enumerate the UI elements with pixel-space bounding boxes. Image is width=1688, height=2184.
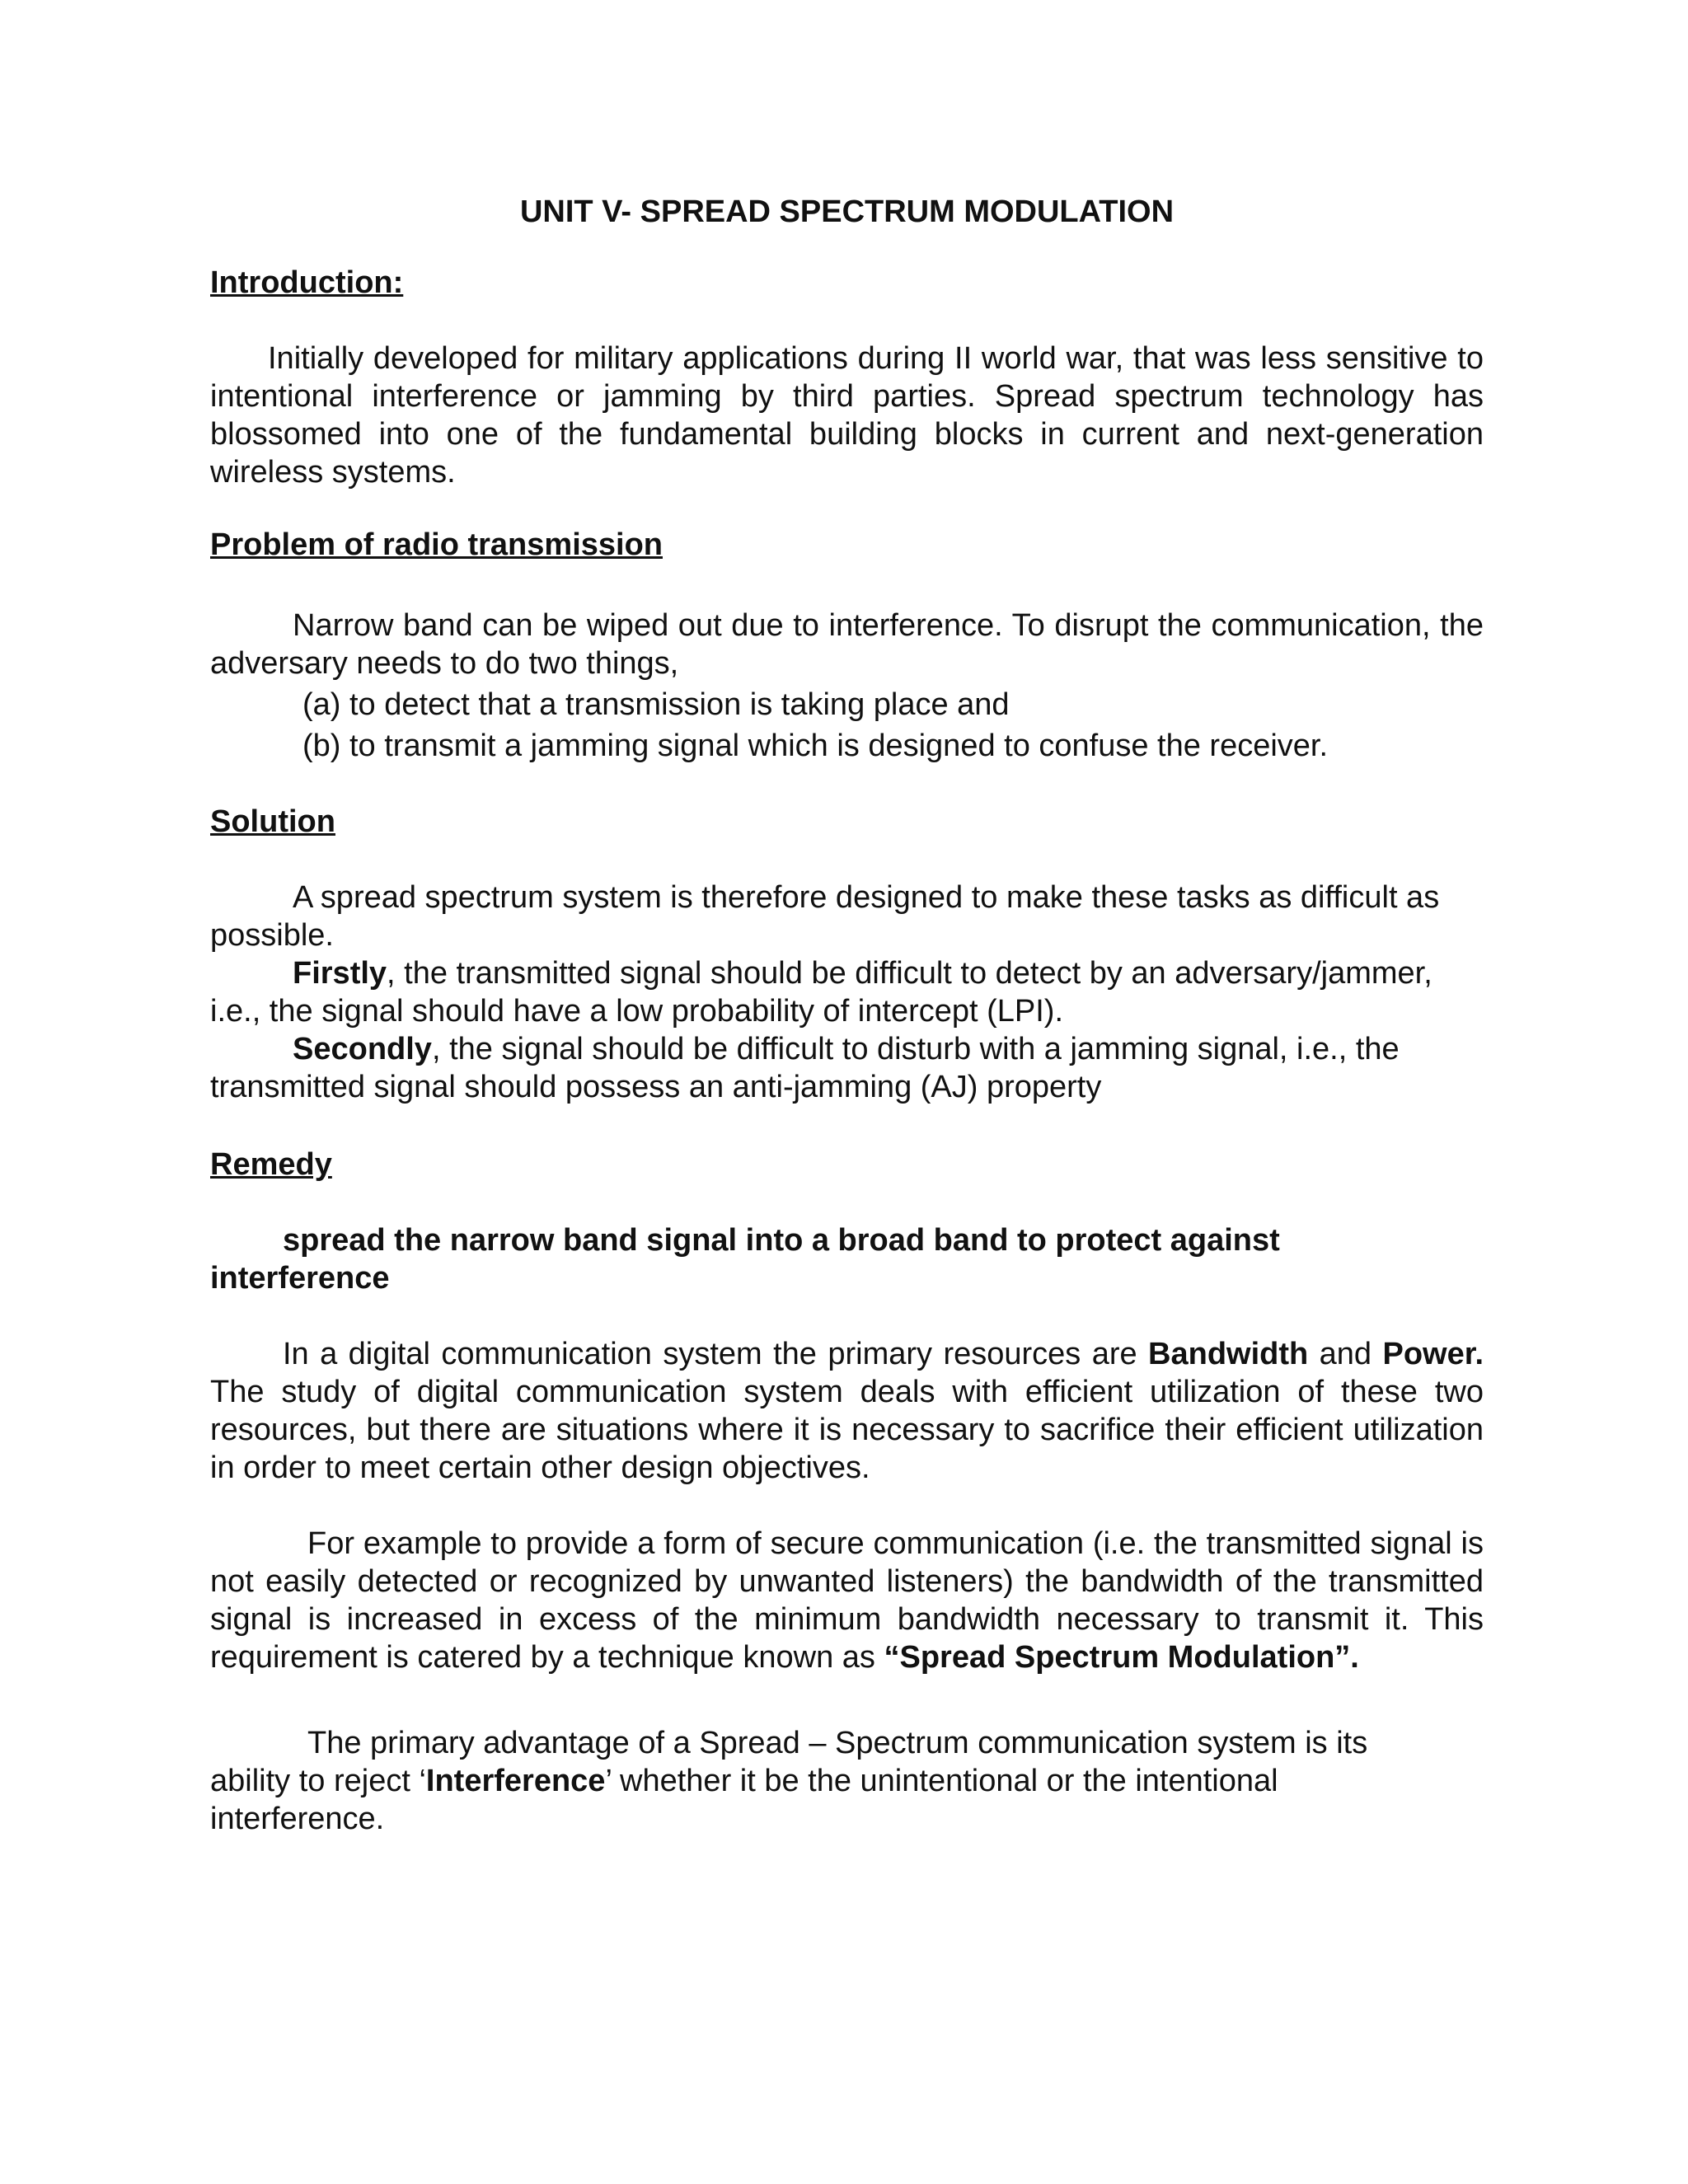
resources-paragraph — [210, 1335, 1484, 1487]
example-paragraph — [210, 1525, 1484, 1676]
resources-text-c: The study of digital communication system deals with efficient utilization of these two resources, but there are situations where it is necessary to sacrifice their efficient utilization in order to meet certain other design objectives. — [210, 1375, 1484, 1485]
solution-firstly — [210, 954, 1484, 1030]
heading-problem: Problem of radio transmission — [210, 527, 663, 562]
firstly-label: Firstly — [293, 956, 387, 991]
example-bold: “Spread Spectrum Modulation”. — [884, 1640, 1359, 1675]
resources-power: Power. — [1382, 1337, 1484, 1371]
intro-paragraph: Initially developed for military applications during II world war, that was less sensitive to intentional interference or jamming by third parties. Spread spectrum technology has blossomed into one of the fundamental building blocks in current and next-generation wireless systems. — [210, 341, 1484, 490]
heading-solution: Solution — [210, 804, 335, 839]
problem-item-b: (b) to transmit a jamming signal which is designed to confuse the receiver. — [302, 729, 1329, 763]
firstly-text: , the transmitted signal should be difficult to detect by an adversary/jammer, i.e., the signal should have a low probability of intercept (LPI). — [210, 956, 1432, 1029]
page-title: UNIT V- SPREAD SPECTRUM MODULATION — [519, 194, 1175, 229]
resources-bandwidth: Bandwidth — [1148, 1337, 1309, 1371]
example-text: For example to provide a form of secure communication (i.e. the transmitted signal is not easily detected or recognized by unwanted listeners) the bandwidth of the transmitted signal is increased in excess of the minimum bandwidth necessary to transmit it. This requirement is catered by a technique known as — [210, 1526, 1484, 1675]
problem-item-a: (a) to detect that a transmission is taking place and — [302, 687, 1010, 722]
problem-paragraph: Narrow band can be wiped out due to interference. To disrupt the communication, the adversary needs to do two things, — [210, 608, 1484, 681]
heading-remedy: Remedy — [210, 1147, 332, 1182]
solution-secondly — [210, 1030, 1484, 1106]
advantage-paragraph — [210, 1724, 1484, 1838]
secondly-label: Secondly — [293, 1032, 432, 1066]
heading-introduction: Introduction: — [210, 265, 404, 300]
solution-paragraph: A spread spectrum system is therefore designed to make these tasks as difficult as possible. — [210, 880, 1440, 953]
secondly-text: , the signal should be difficult to disturb with a jamming signal, i.e., the transmitted signal should possess an anti-jamming (AJ) property — [210, 1032, 1400, 1104]
remedy-statement: spread the narrow band signal into a broad band to protect against interference — [210, 1223, 1280, 1296]
resources-text-b: and — [1308, 1337, 1383, 1371]
advantage-bold: Interference — [425, 1764, 606, 1798]
resources-text-a: In a digital communication system the primary resources are — [283, 1337, 1149, 1371]
advantage-text-a: The primary advantage of a Spread – Spectrum communication system is its ability to reject ‘ — [210, 1726, 1368, 1798]
document-page — [210, 173, 1484, 1838]
advantage-text-b: ’ whether it be the unintentional or the intentional interference. — [210, 1764, 1278, 1836]
